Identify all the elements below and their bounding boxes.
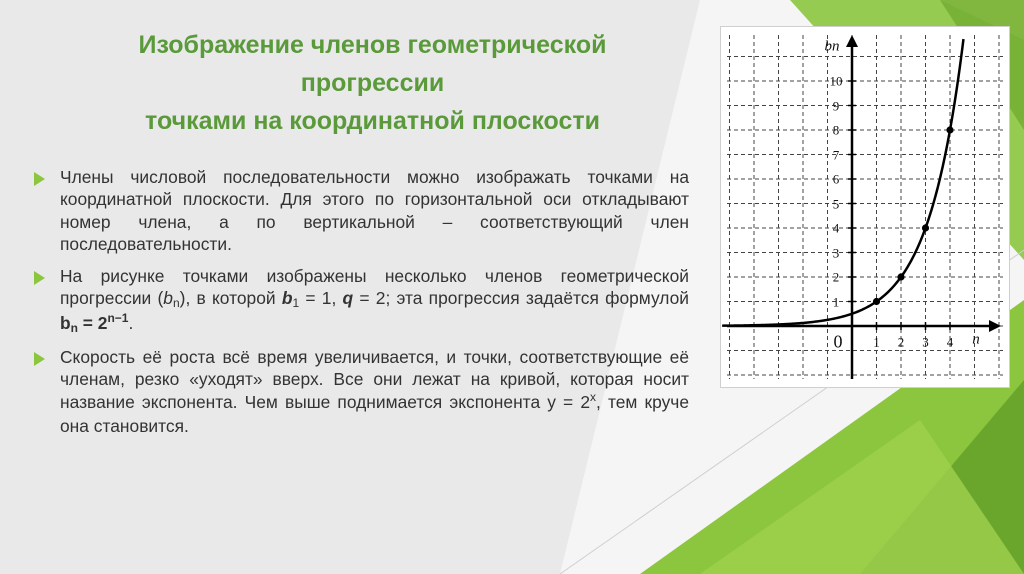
text-run: = 2; эта прогрессия задаётся формулой	[353, 288, 689, 309]
title-line-2: прогрессии	[300, 69, 445, 97]
math-var: b	[163, 288, 173, 309]
math-sup: n−1	[107, 310, 129, 325]
bullet-text: Члены числовой последовательности можно изображать точками на координатной плоскости. Для этого по горизонтальной оси откладывают номер члена, а по вертикальной – соответствующий член последовательности.	[60, 167, 689, 254]
math-var: b	[60, 312, 71, 333]
text-run: Скорость её роста всё время увеличивается, и точки, соответствующие её членам, резко «уходят» вверх. Все они лежат на кривой, которая носит название экспонента. Чем выше поднимается экспонента y = 2	[60, 347, 689, 412]
figure-graph	[720, 26, 1010, 388]
x-axis-label: n	[972, 331, 980, 348]
bullet-arrow-icon	[34, 172, 45, 186]
text-run: На рисунке точками изображены несколько членов геометрической прогрессии (	[60, 266, 689, 309]
math-sup: x	[590, 389, 597, 404]
x-tick-label: 4	[946, 334, 954, 350]
bullet-item	[32, 265, 689, 336]
y-axis-label: bn	[824, 38, 840, 55]
y-tick-label: 8	[832, 122, 840, 138]
formula-eq: = 2	[77, 312, 108, 333]
bullet-item	[32, 346, 689, 437]
bullet-text	[60, 265, 689, 336]
data-point	[873, 298, 880, 305]
bullet-arrow-icon	[34, 352, 45, 366]
math-sub: n	[172, 296, 180, 311]
y-tick-label: 7	[832, 147, 840, 162]
slide-title	[40, 26, 705, 140]
graph-svg	[721, 27, 1009, 387]
y-tick-label: 9	[832, 98, 840, 113]
math-sub: 1	[292, 296, 300, 311]
math-var: q	[342, 288, 354, 309]
x-tick-label: 2	[897, 334, 905, 350]
y-tick-label: 2	[832, 269, 840, 285]
y-tick-label: 10	[829, 73, 843, 89]
x-tick-label: 1	[873, 334, 880, 350]
data-point	[922, 224, 929, 231]
math-sub: n	[70, 320, 78, 335]
text-run: ), в которой	[179, 288, 282, 309]
y-tick-label: 1	[832, 294, 840, 309]
x-tick-label: 3	[922, 334, 929, 350]
bullet-list	[32, 166, 689, 447]
y-tick-label: 3	[832, 245, 840, 260]
title-line-3: точками на координатной плоскости	[145, 107, 600, 135]
y-tick-label: 6	[832, 171, 840, 187]
text-run: = 1,	[299, 288, 343, 309]
y-tick-label: 5	[832, 196, 840, 211]
bullet-item	[32, 166, 689, 255]
exponential-curve	[722, 39, 963, 326]
bullet-text	[60, 346, 689, 437]
text-run: , тем круче она становится.	[60, 391, 689, 436]
data-point	[897, 273, 904, 280]
text-run: .	[128, 312, 134, 333]
origin-label: 0	[833, 331, 843, 352]
y-tick-label: 4	[832, 220, 840, 236]
math-var: b	[281, 288, 293, 309]
data-point	[946, 126, 953, 133]
title-line-1: Изображение членов геометрической	[138, 31, 607, 59]
bullet-arrow-icon	[34, 271, 45, 285]
y-axis-arrow-icon	[846, 35, 858, 47]
